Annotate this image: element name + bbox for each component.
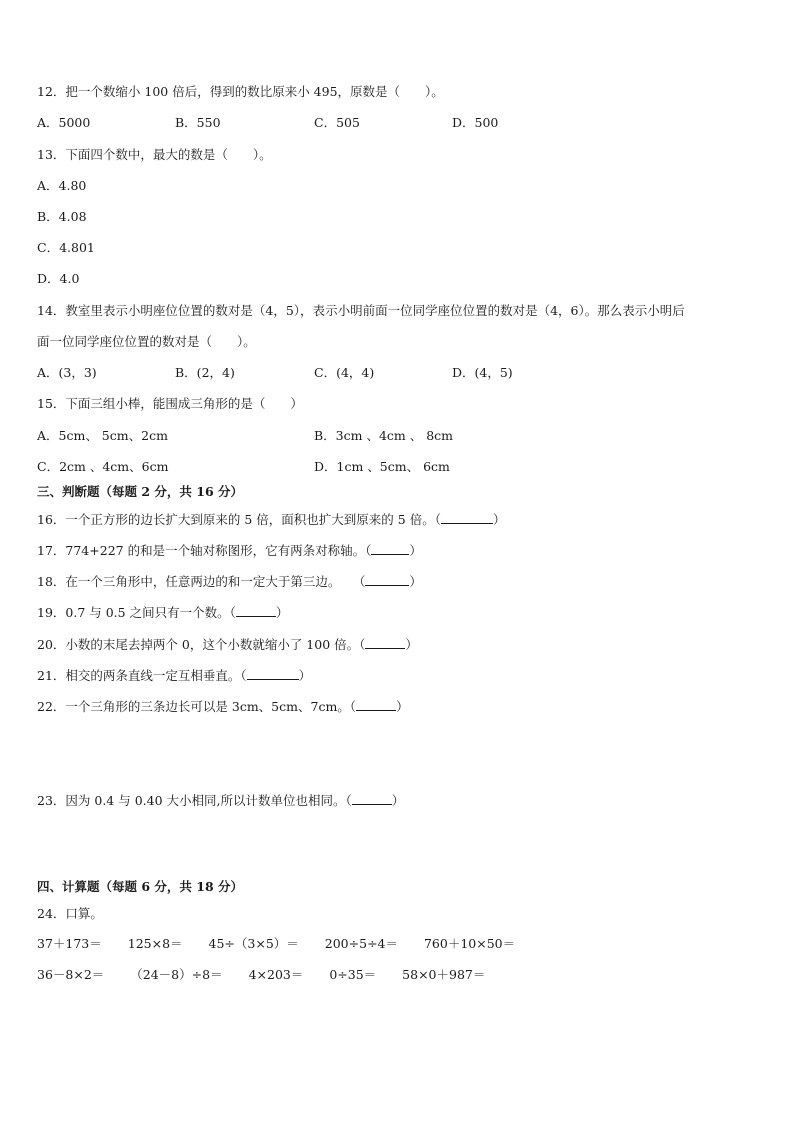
answer-blank-23[interactable] [352,792,392,805]
question-15: 15．下面三组小棒，能围成三角形的是（ ） [37,396,303,411]
q14-option-d[interactable]: D．(4，5) [452,365,513,380]
answer-blank-21[interactable] [247,667,299,680]
question-12: 12．把一个数缩小 100 倍后，得到的数比原来小 495，原数是（ ）。 [37,84,444,99]
q15-option-d[interactable]: D．1cm 、5cm、 6cm [314,459,450,474]
judge-23-text: 23．因为 0.4 与 0.40 大小相同,所以计数单位也相同。（ [37,793,352,808]
answer-blank-17[interactable] [371,542,409,555]
q15-option-a[interactable]: A．5cm、 5cm、2cm [37,428,168,443]
judge-23-close: ） [391,793,405,808]
judge-16-close: ） [492,512,506,527]
question-14-line2: 面一位同学座位位置的数对是（ ）。 [37,334,256,349]
question-24: 24．口算。 [37,906,103,921]
answer-blank-20[interactable] [365,636,405,649]
q14-option-a[interactable]: A．(3，3) [37,365,97,380]
calc-item: 36－8×2＝ [37,967,105,982]
judge-19-close: ） [275,605,289,620]
judge-item-17 [37,542,422,559]
judge-item-19 [37,604,288,621]
judge-item-23 [37,792,404,809]
judge-item-18 [37,573,422,590]
answer-blank-18[interactable] [365,573,409,586]
q14-option-c[interactable]: C．(4，4) [314,365,375,380]
q14-option-b[interactable]: B．(2，4) [175,365,235,380]
judge-22-text: 22．一个三角形的三条边长可以是 3cm、5cm、7cm。（ [37,699,357,714]
q12-option-d[interactable]: D．500 [452,115,499,130]
calc-item: 37＋173＝ [37,936,102,951]
judge-20-text: 20．小数的末尾去掉两个 0，这个小数就缩小了 100 倍。（ [37,637,366,652]
section-4-title: 四、计算题（每题 6 分，共 18 分） [37,879,244,894]
calc-item: 200÷5÷4＝ [324,936,398,951]
q13-option-d[interactable]: D．4.0 [37,271,80,286]
q12-option-a[interactable]: A．5000 [37,115,91,130]
judge-item-16 [37,511,505,528]
judge-17-close: ） [409,543,422,558]
judge-20-close: ） [405,637,418,652]
q12-option-c[interactable]: C．505 [314,115,360,130]
question-14-line1: 14．教室里表示小明座位位置的数对是（4，5），表示小明前面一位同学座位位置的数对是（4，6）。那么表示小明后 [37,303,685,318]
q13-option-a[interactable]: A．4.80 [37,178,87,193]
q15-option-b[interactable]: B．3cm 、4cm 、 8cm [314,428,454,443]
judge-item-20 [37,636,418,653]
calc-item: 45÷（3×5）＝ [208,936,299,951]
calc-item: 125×8＝ [127,936,183,951]
calc-row-1 [37,936,537,952]
calc-item: （24－8）÷8＝ [130,967,223,982]
judge-16-text: 16．一个正方形的边长扩大到原来的 5 倍，面积也扩大到原来的 5 倍。（ [37,512,441,527]
judge-17-text: 17．774+227 的和是一个轴对称图形，它有两条对称轴。（ [37,543,372,558]
answer-blank-19[interactable] [236,604,276,617]
judge-18-text: 18．在一个三角形中，任意两边的和一定大于第三边。 （ [37,574,366,589]
calc-item: 58×0＋987＝ [402,967,486,982]
judge-22-close: ） [396,699,409,714]
judge-19-text: 19．0.7 与 0.5 之间只有一个数。（ [37,605,236,620]
q15-option-c[interactable]: C．2cm 、4cm、6cm [37,459,169,474]
judge-item-21 [37,667,311,684]
judge-21-text: 21．相交的两条直线一定互相垂直。（ [37,668,247,683]
q13-option-b[interactable]: B．4.08 [37,209,87,224]
calc-row-2 [37,967,507,983]
q13-option-c[interactable]: C．4.801 [37,240,95,255]
section-3-title: 三、判断题（每题 2 分，共 16 分） [37,484,244,499]
calc-item: 760＋10×50＝ [423,936,516,951]
calc-item: 4×203＝ [248,967,304,982]
answer-blank-22[interactable] [356,698,396,711]
judge-18-close: ） [409,574,422,589]
q12-option-b[interactable]: B．550 [175,115,221,130]
judge-21-close: ） [298,668,312,683]
question-13: 13．下面四个数中，最大的数是（ ）。 [37,147,272,162]
judge-item-22 [37,698,409,715]
calc-item: 0÷35＝ [329,967,377,982]
answer-blank-16[interactable] [441,511,493,524]
